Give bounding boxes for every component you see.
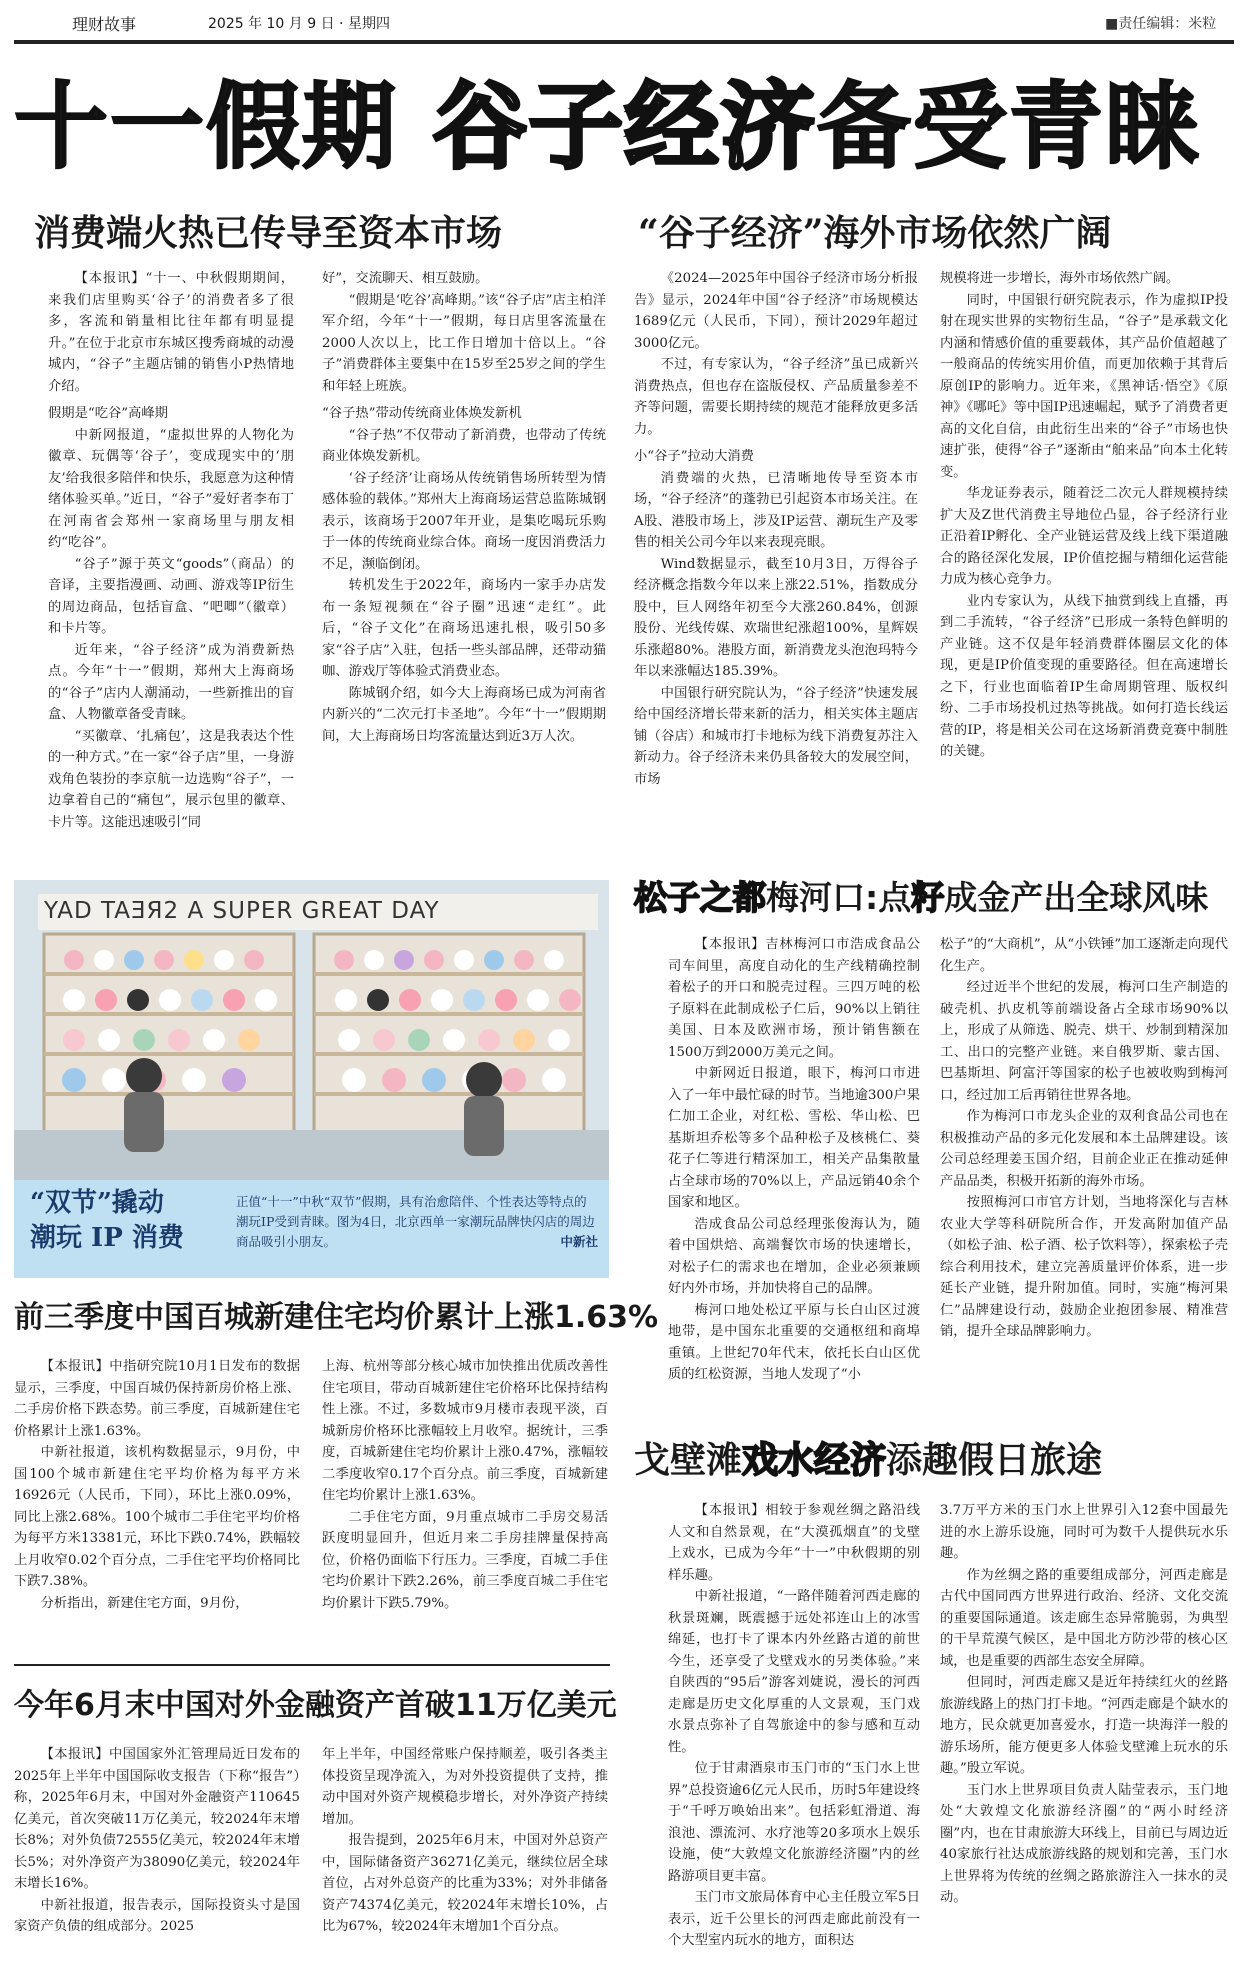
article5-title	[634, 1438, 1102, 1484]
paragraph: 位于甘肃酒泉市玉门市的“玉门水上世界”总投资逾6亿元人民币，历时5年建设终于“千呼万唤始出来”。包括彩虹滑道、海浪池、漂流河、水疗池等20多项水上娱乐设施，使“大敦煌文化旅游经济圈”内的丝路游项目更丰富。	[668, 1761, 920, 1884]
section-name: 理财故事	[72, 15, 137, 34]
paragraph: 按照梅河口市官方计划，当地将深化与吉林农业大学等科研院所合作，开发高附加值产品（如松子油、松子酒、松子饮料等），探索松子壳综合利用技术，建立完善质量评价体系，进一步延长产业链，提升附加值。同时，实施“梅河果仁”品牌建设行动，鼓励企业抱团参展、精准营销，提升全球品牌影响力。	[940, 1195, 1228, 1339]
paragraph: 陈城钢介绍，如今大上海商场已成为河南省内新兴的“二次元打卡圣地”。今年“十一”假期期间，大上海商场日均客流量达到近3万人次。	[322, 685, 606, 744]
article4-column2	[940, 934, 1228, 1414]
article-divider	[14, 1664, 610, 1666]
paragraph: 浩成食品公司总经理张俊海认为，随着中国烘焙、高端餐饮市场的快速增长，对松子仁的需求也在增加，企业必须兼顾好内外市场，并加快将自己的品牌。	[668, 1216, 920, 1296]
title-bold: 梅河口:点	[766, 878, 912, 917]
subheadline-left: 消费端火热已传导至资本市场	[34, 212, 503, 254]
paragraph: “假期是‘吃谷’高峰期。”该“谷子店”店主柏洋军介绍，今年“十一”假期，每日店里客流量在2000人次以上，比工作日增加十倍以上。“谷子”消费群体主要集中在15岁至25岁之间的学生和年轻上班族。	[322, 292, 606, 394]
article3-column2	[322, 1744, 608, 1972]
title-outline: 籽	[911, 878, 945, 917]
article1-column1	[48, 268, 294, 864]
article2-column2	[322, 1356, 608, 1658]
issue-date: 2025 年 10 月 9 日 · 星期四	[208, 16, 390, 32]
paragraph: 同时，中国银行研究院表示，作为虚拟IP投射在现实世界的实物衍生品，“谷子”是承载文化内涵和情感价值的重要载体，其产品价值超越了一般商品的传统实用价值，而更加依赖于其背后原创IP的影响力。近年来，《黑神话·悟空》《原神》《哪吒》等中国IP迅速崛起，赋予了消费者更高的文化自信，由此衍生出来的“谷子”市场也快速扩张，使得“谷子”逐渐由“舶来品”向本土化转变。	[940, 292, 1228, 480]
paragraph: 作为丝绸之路的重要组成部分，河西走廊是古代中国同西方世界进行政治、经济、文化交流的重要国际通道。该走廊生态异常脆弱，为典型的干旱荒漠气候区，是中国北方防沙带的核心区域，也是重要的西部生态安全屏障。	[940, 1567, 1228, 1669]
article2-title: 前三季度中国百城新建住宅均价累计上涨1.63%	[14, 1300, 659, 1335]
paragraph: 松子”的“大商机”，从“小铁锤”加工逐渐走向现代化生产。	[940, 937, 1228, 974]
photo-title-line2: 潮玩 IP 消费	[30, 1223, 184, 1253]
news-photo	[14, 880, 609, 1278]
paragraph: 中新网报道，“虚拟世界的人物化为徽章、玩偶等‘谷子’，变成现实中的‘朋友’给我很多陪伴和快乐，我愿意为这种情绪体验买单。”近日，“谷子”爱好者李布丁在河南省会郑州一家商场里与朋友相约“吃谷”。	[48, 427, 294, 550]
header-rule	[14, 40, 1234, 44]
subheadline-right: “谷子经济”海外市场依然广阔	[638, 212, 1112, 254]
paragraph: 中新社报道，报告表示，国际投资头寸是国家资产负债的组成部分。2025	[14, 1897, 300, 1934]
photo-credit: 中新社	[560, 1234, 598, 1249]
headline-part3: 备受青睐	[816, 73, 1201, 182]
subhead: “谷子热”带动传统商业体焕发新机	[322, 406, 522, 421]
paragraph: 《2024—2025年中国谷子经济市场分析报告》显示，2024年中国“谷子经济”市场规模达1689亿元（人民币，下同），预计2029年超过3000亿元。	[634, 271, 918, 351]
paragraph: 报告提到，2025年6月末，中国对外总资产中，国际储备资产36271亿美元，继续位居全球首位，占对外总资产的比重为33%；对外非储备资产74374亿美元，较2024年末增长10%，占比为67%，较2024年末增加1个百分点。	[322, 1833, 608, 1934]
article3-column1	[14, 1744, 300, 1972]
paragraph: 上海、杭州等部分核心城市加快推出优质改善性住宅项目，带动百城新建住宅价格环比保持结构性上涨。不过，多数城市9月楼市表现平淡，百城新房价格环比涨幅较上月收窄。据统计，三季度，百城新建住宅均价累计上涨0.47%，涨幅较二季度收窄0.17个百分点。前三季度，百城新建住宅均价累计上涨1.63%。	[322, 1359, 608, 1503]
subhead: 小“谷子”拉动大消费	[634, 449, 754, 464]
paragraph: 【本报讯】相较于参观丝绸之路沿线人文和自然景观，在“大漠孤烟直”的戈壁上戏水，已成为今年“十一”中秋假期的别样乐趣。	[668, 1503, 920, 1583]
paragraph: 好”，交流聊天、相互鼓励。	[322, 271, 489, 286]
paragraph: 中新社报道，该机构数据显示，9月份，中国100个城市新建住宅平均价格为每平方米16926元（人民币，下同），环比上涨0.09%，同比上涨2.68%。100个城市二手住宅平均价格为每平方米13381元，环比下跌0.74%，跌幅较上月收窄0.02个百分点，二手住宅平均价格同比下跌7.38%。	[14, 1445, 300, 1589]
paragraph: 华龙证券表示，随着泛二次元人群规模持续扩大及Z世代消费主导地位凸显，谷子经济行业正沿着IP孵化、全产业链运营及线上线下渠道融合的路径深化发展，IP价值挖掘与精细化运营能力成为核心竞争力。	[940, 486, 1228, 587]
paragraph: 年上半年，中国经常账户保持顺差，吸引各类主体投资呈现净流入，为对外投资提供了支持，推动中国对外资产规模稳步增长，对外净资产持续增加。	[322, 1747, 608, 1827]
paragraph: 分析指出，新建住宅方面，9月份，	[40, 1595, 249, 1611]
paragraph: 梅河口地处松辽平原与长白山区过渡地带，是中国东北重要的交通枢纽和商埠重镇。上世纪70年代末，依托长白山区优质的红松资源，当地人发现了“小	[668, 1302, 920, 1382]
paragraph: 业内专家认为，从线下抽赏到线上直播，再到二手流转，“谷子经济”已形成一条特色鲜明的产业链。这不仅是年轻消费群体圈层文化的体现，更是IP价值变现的重要路径。但在高速增长之下，行业也面临着IP生命周期管理、版权纠纷、二手市场投机过热等挑战。如何打造长线运营的IP，将是相关公司在这场新消费竞赛中制胜的关键。	[940, 593, 1228, 759]
article1-column3	[634, 268, 918, 864]
paragraph: Wind数据显示，截至10月3日，万得谷子经济概念指数今年以来上涨22.51%，指数成分股中，巨人网络年初至今大涨260.84%，创源股份、光线传媒、欢瑞世纪涨超100%，星辉娱乐涨超80%。港股方面，新消费龙头泡泡玛特今年以来涨幅达185.39%。	[634, 556, 918, 679]
paragraph: 二手住宅方面，9月重点城市二手房交易活跃度明显回升，但近月来二手房挂牌量保持高位，价格仍面临下行压力。三季度，百城二手住宅均价累计下跌2.26%，前三季度百城二手住宅均价累计下跌5.79%。	[322, 1509, 608, 1611]
article5-column1	[668, 1500, 920, 1972]
article3-title: 今年6月末中国对外金融资产首破11万亿美元	[14, 1688, 617, 1723]
paragraph: 转机发生于2022年，商场内一家手办店发布一条短视频在“谷子圈”迅速“走红”。此后，“谷子文化”在商场迅速扎根，吸引50多家“谷子店”入驻，包括一些头部品牌，还带动猫咖、游戏厅等体验式消费业态。	[322, 578, 606, 679]
title-bold: 添趣假日旅途	[886, 1440, 1103, 1481]
article4-title	[634, 878, 1208, 918]
paragraph: 【本报讯】吉林梅河口市浩成食品公司车间里，高度自动化的生产线精确控制着松子的开口和脱壳过程。三四万吨的松子原料在此制成松子仁后，90%以上销往美国、日本及欧洲市场，预计销售额在1500万到2000万美元之间。	[668, 937, 920, 1060]
photo-caption	[236, 1192, 598, 1252]
article4-column1	[668, 934, 920, 1414]
paragraph: “谷子”源于英文“goods”（商品）的音译，主要指漫画、动画、游戏等IP衍生的周边商品，包括盲盒、“吧唧”（徽章）和卡片等。	[48, 556, 294, 636]
article5-column2	[940, 1500, 1228, 1972]
article1-column4	[940, 268, 1228, 864]
paragraph: 中新社报道，“一路伴随着河西走廊的秋景斑斓，既震撼于远处祁连山上的冰雪绵延，也打卡了课本内外丝路古道的前世今生，还享受了戈壁戏水的另类体验。”来自陕西的“95后”游客刘婕说，漫长的河西走廊是历史文化厚重的人文景观，玉门戏水景点弥补了自驾旅途中的参与感和互动性。	[668, 1589, 920, 1755]
paragraph: 3.7万平方米的玉门水上世界引入12套中国最先进的水上游乐设施，同时可为数千人提供玩水乐趣。	[940, 1503, 1228, 1561]
paragraph: 中国银行研究院认为，“谷子经济”快速发展给中国经济增长带来新的活力，相关实体主题店铺（谷店）和城市打卡地标为线下消费复苏注入新动力。谷子经济未来仍具备较大的发展空间，市场	[634, 685, 918, 787]
paragraph: 【本报讯】中国国家外汇管理局近日发布的2025年上半年中国国际收支报告（下称“报告”）称，2025年6月末，中国对外金融资产110645亿美元，首次突破11万亿美元，较2024年末增长8%；对外负债72555亿美元，较2024年末增长5%；对外净资产为38090亿美元，较2024年末增长16%。	[14, 1747, 300, 1891]
paragraph: 玉门水上世界项目负责人陆莹表示，玉门地处“大敦煌文化旅游经济圈”的“两小时经济圈”内，也在甘肃旅游大环线上，目前已与周边近40家旅行社达成旅游线路的规划和完善，玉门水上世界将为传统的丝绸之路旅游注入一抹水的灵动。	[940, 1782, 1228, 1905]
paragraph: “谷子热”不仅带动了新消费，也带动了传统商业体焕发新机。	[322, 427, 606, 464]
paragraph: 【本报讯】“十一、中秋假期期间，来我们店里购买‘谷子’的消费者多了很多，客流和销量相比往年都有明显提升。”在位于北京市东城区搜秀商城的动漫城内，“谷子”主题店铺的销售小P热情地介绍。	[48, 271, 294, 394]
subhead: 假期是“吃谷”高峰期	[48, 406, 168, 421]
caption-text: 正值“十一”中秋“双节”假期，具有治愈陪伴、个性表达等特点的潮玩IP受到青睐。图为4日，北京西单一家潮玩品牌快闪店的周边商品吸引小朋友。	[236, 1194, 595, 1249]
photo-title-line1: “双节”撬动	[30, 1188, 164, 1218]
title-bold: 成金产出全球风味	[944, 878, 1209, 917]
store-sign: YAD TAƎЯ2 A SUPER GREAT DAY	[44, 898, 440, 924]
paragraph: 不过，有专家认为，“谷子经济”虽已成新兴消费热点，但也存在盗版侵权、产品质量参差不齐等问题，需要长期持续的规范才能释放更多活力。	[634, 357, 918, 437]
paragraph: 消费端的火热，已清晰地传导至资本市场，“谷子经济”的蓬勃已引起资本市场关注。在A股、港股市场上，涉及IP运营、潮玩生产及零售的相关公司今年以来表现亮眼。	[634, 470, 918, 550]
paragraph: ‘谷子经济’让商场从传统销售场所转型为情感体验的载体。”郑州大上海商场运营总监陈城钢表示，该商场于2007年开业，是集吃喝玩乐购于一体的传统商业综合体。商场一度因消费活力不足，濒临倒闭。	[322, 470, 606, 572]
paragraph: 但同时，河西走廊又是近年持续红火的丝路旅游线路上的热门打卡地。“河西走廊是个缺水的地方，民众就更加喜爱水，打造一块海洋一般的游乐场所，能方便更多人体验戈壁滩上玩水的乐趣。”殷立军说。	[940, 1675, 1228, 1776]
paragraph: “买徽章、‘扎痛包’，这是我表达个性的一种方式。”在一家“谷子店”里，一身游戏角色装扮的李京航一边选购“谷子”，一边拿着自己的“痛包”，展示包里的徽章、卡片等。这能迅速吸引“同	[48, 728, 294, 830]
article2-column1	[14, 1356, 300, 1658]
title-outline: 戏水经济	[742, 1440, 887, 1481]
paragraph: 中新网近日报道，眼下，梅河口市进入了一年中最忙碌的时节。当地逾300户果仁加工企业，对红松、雪松、华山松、巴基斯坦乔松等多个品种松子及核桃仁、葵花子仁等进行精深加工，相关产品集散量占全球市场的70%以上，产品远销40余个国家和地区。	[668, 1066, 920, 1210]
editor-credit: ■责任编辑：米粒	[1105, 16, 1217, 32]
paragraph: 经过近半个世纪的发展，梅河口生产制造的破壳机、扒皮机等前端设备占全球市场90%以上，形成了从筛选、脱壳、烘干、炒制到精深加工、出口的完整产业链。来自俄罗斯、蒙古国、巴基斯坦、阿富汗等国家的松子也被收购到梅河口，经过加工后再销往世界各地。	[940, 980, 1228, 1103]
title-outline: 松子之都	[634, 878, 766, 917]
paragraph: 近年来，“谷子经济”成为消费新热点。今年“十一”假期，郑州大上海商场的“谷子”店内人潮涌动，一些新推出的盲盒、人物徽章备受青睐。	[48, 642, 294, 722]
main-headline	[14, 72, 1234, 184]
article1-column2	[322, 268, 606, 864]
headline-part1: 十一假期	[14, 73, 433, 182]
paragraph: 规模将进一步增长，海外市场依然广阔。	[940, 271, 1180, 286]
headline-part2: 谷子经济	[432, 73, 817, 182]
title-bold: 戈壁滩	[634, 1440, 743, 1481]
paragraph: 玉门市文旅局体育中心主任殷立军5日表示，近千公里长的河西走廊此前没有一个大型室内玩水的地方，面积达	[668, 1890, 920, 1948]
page-header	[0, 0, 1246, 44]
paragraph: 【本报讯】中指研究院10月1日发布的数据显示，三季度，中国百城仍保持新房价格上涨、二手房价格下跌态势。前三季度，百城新建住宅价格累计上涨1.63%。	[14, 1359, 300, 1439]
paragraph: 作为梅河口市龙头企业的双利食品公司也在积极推动产品的多元化发展和本土品牌建设。该公司总经理姜玉国介绍，目前企业正在推动延伸产品品类，积极开拓新的海外市场。	[940, 1109, 1228, 1189]
